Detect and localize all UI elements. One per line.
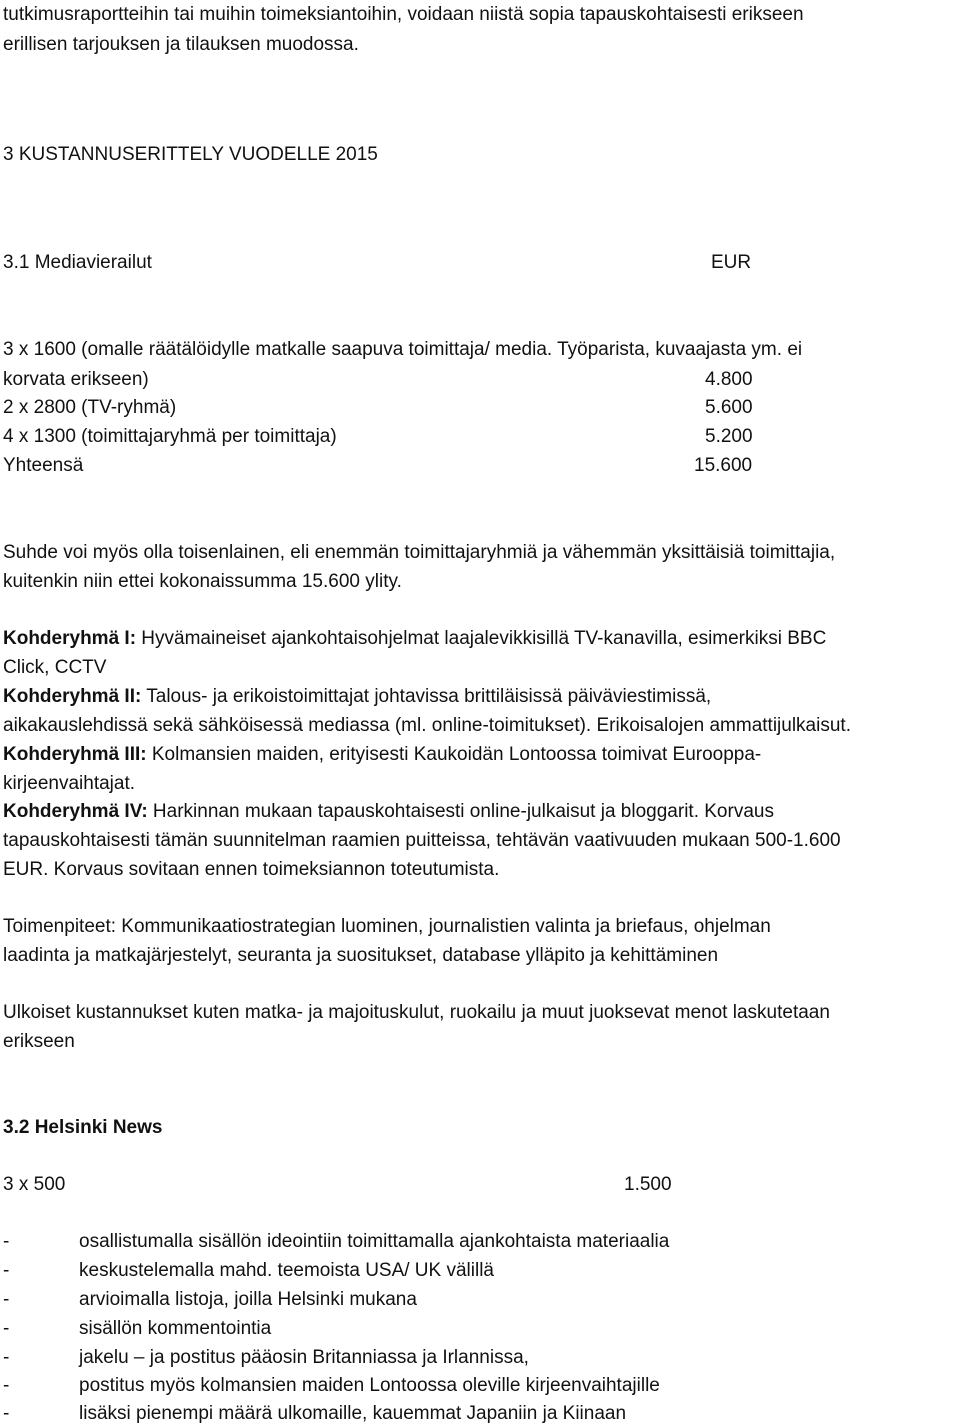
- list-item: postitus myös kolmansien maiden Lontoossa oleville kirjeenvaihtajille: [79, 1375, 660, 1396]
- helsinki-item-label: 3 x 500: [3, 1174, 66, 1195]
- target-group-4-text: Harkinnan mukaan tapauskohtaisesti online-julkaisut ja bloggarit. Korvaus: [147, 801, 774, 822]
- media-total-label: Yhteensä: [3, 455, 84, 476]
- target-group-3-text: Kolmansien maiden, erityisesti Kaukoidän Lontoossa toimivat Eurooppa-: [146, 744, 762, 765]
- list-item: lisäksi pienempi määrä ulkomaille, kauemmat Japaniin ja Kiinaan: [79, 1403, 627, 1424]
- target-group-3-line-2: kirjeenvaihtajat.: [3, 773, 136, 794]
- target-group-4-line-2: tapauskohtaisesti tämän suunnitelman raamien puitteissa, tehtävän vaativuuden mukaan 500-1.600: [3, 830, 841, 851]
- bullet-dash: -: [3, 1318, 10, 1339]
- ratio-note-line-1: Suhde voi myös olla toisenlainen, eli enemmän toimittajaryhmiä ja vähemmän yksittäisiä toimittajia,: [3, 542, 836, 563]
- intro-line-1: tutkimusraportteihin tai muihin toimeksiantoihin, voidaan niistä sopia tapauskohtaisesti erikseen: [3, 4, 804, 25]
- helsinki-news-heading: 3.2 Helsinki News: [3, 1117, 163, 1138]
- media-item-1-value: 4.800: [705, 369, 753, 390]
- target-group-2-text: Talous- ja erikoistoimittajat johtavissa brittiläisissä päiväviestimissä,: [141, 686, 712, 707]
- target-group-2-label: Kohderyhmä II:: [3, 686, 142, 707]
- bullet-dash: -: [3, 1260, 10, 1281]
- target-group-4-line-3: EUR. Korvaus sovitaan ennen toimeksiannon toteutumista.: [3, 859, 500, 880]
- target-group-1-text: Hyvämaineiset ajankohtaisohjelmat laajalevikkisillä TV-kanavilla, esimerkiksi BBC: [136, 628, 827, 649]
- media-item-3-label: 4 x 1300 (toimittajaryhmä per toimittaja): [3, 426, 337, 447]
- media-item-1-line-2: korvata erikseen): [3, 369, 149, 390]
- media-visits-heading: 3.1 Mediavierailut: [3, 252, 152, 273]
- bullet-dash: -: [3, 1375, 10, 1396]
- media-item-3-value: 5.200: [705, 426, 753, 447]
- list-item: osallistumalla sisällön ideointiin toimittamalla ajankohtaista materiaalia: [79, 1231, 670, 1252]
- target-group-3-line-1: [3, 741, 761, 769]
- bullet-dash: -: [3, 1403, 10, 1424]
- target-group-4-label: Kohderyhmä IV:: [3, 801, 148, 822]
- ratio-note-line-2: kuitenkin niin ettei kokonaissumma 15.600 ylity.: [3, 571, 402, 592]
- external-costs-line-2: erikseen: [3, 1031, 75, 1052]
- target-group-1-line-2: Click, CCTV: [3, 657, 107, 678]
- list-item: sisällön kommentointia: [79, 1318, 272, 1339]
- media-total-value: 15.600: [694, 455, 753, 476]
- bullet-dash: -: [3, 1231, 10, 1252]
- bullet-dash: -: [3, 1289, 10, 1310]
- target-group-1-label: Kohderyhmä I:: [3, 628, 137, 649]
- actions-line-1: Toimenpiteet: Kommunikaatiostrategian luominen, journalistien valinta ja briefaus, ohjelman: [3, 916, 771, 937]
- external-costs-line-1: Ulkoiset kustannukset kuten matka- ja majoituskulut, ruokailu ja muut juoksevat menot laskutetaan: [3, 1002, 830, 1023]
- list-item: keskustelemalla mahd. teemoista USA/ UK välillä: [79, 1260, 495, 1281]
- media-item-2-label: 2 x 2800 (TV-ryhmä): [3, 397, 177, 418]
- actions-line-2: laadinta ja matkajärjestelyt, seuranta ja suositukset, database ylläpito ja kehittäminen: [3, 945, 719, 966]
- currency-header: EUR: [711, 252, 752, 273]
- bullet-dash: -: [3, 1347, 10, 1368]
- intro-line-2: erillisen tarjouksen ja tilauksen muodossa.: [3, 34, 359, 55]
- target-group-1-line-1: [3, 625, 826, 653]
- target-group-4-line-1: [3, 798, 774, 826]
- target-group-2-line-2: aikakauslehdissä sekä sähköisessä mediassa (ml. online-toimitukset). Erikoisalojen ammattijulkaisut.: [3, 715, 851, 736]
- section-3-heading: 3 KUSTANNUSERITTELY VUODELLE 2015: [3, 144, 378, 165]
- media-item-2-value: 5.600: [705, 397, 753, 418]
- list-item: arvioimalla listoja, joilla Helsinki mukana: [79, 1289, 417, 1310]
- list-item: jakelu – ja postitus pääosin Britanniassa ja Irlannissa,: [79, 1347, 529, 1368]
- media-item-1-line-1: 3 x 1600 (omalle räätälöidylle matkalle saapuva toimittaja/ media. Työparista, kuvaajasta ym. ei: [3, 339, 803, 360]
- helsinki-item-value: 1.500: [624, 1174, 672, 1195]
- target-group-2-line-1: [3, 683, 711, 711]
- target-group-3-label: Kohderyhmä III:: [3, 744, 147, 765]
